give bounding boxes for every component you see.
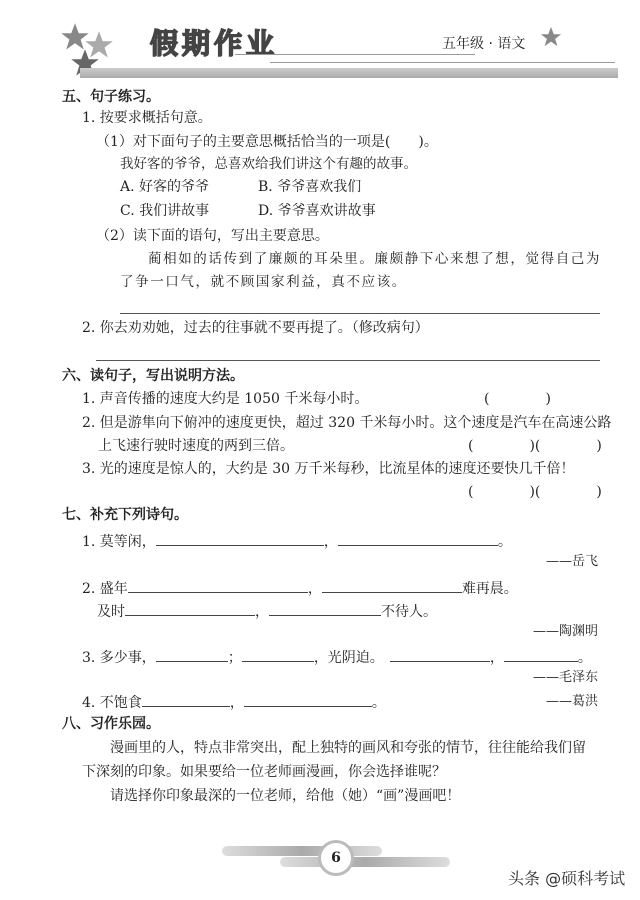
text: ； — [227, 650, 242, 666]
poem-line-2b — [97, 601, 437, 622]
page-title: 假期作业 — [150, 27, 279, 60]
section-8-title: 八、习作乐园。 — [62, 716, 160, 732]
question: （1）对下面句子的主要意思概括恰当的一项是( )。 — [96, 134, 438, 150]
poem-line-4 — [82, 692, 386, 713]
grade-subject: 五年级 · 语文 — [442, 36, 526, 52]
poem-author: ——岳飞 — [545, 554, 598, 569]
footer-decoration — [280, 857, 450, 867]
question: （2）读下面的语句，写出主要意思。 — [96, 228, 329, 244]
answer-line[interactable] — [120, 313, 600, 314]
answer-line[interactable] — [96, 360, 600, 361]
answer-paren[interactable]: ( ) — [484, 391, 551, 407]
text: 及时 — [97, 604, 125, 620]
answer-paren[interactable]: ( )( ) — [468, 484, 602, 500]
text: ， — [229, 695, 244, 711]
text: 4. 不饱食 — [82, 695, 142, 711]
section-5-title: 五、句子练习。 — [62, 89, 160, 105]
text: 3. 多少事， — [82, 650, 156, 666]
question: 2. 你去劝劝她，过去的往事就不要再提了。（修改病句） — [82, 320, 429, 336]
poem-line-3 — [82, 647, 592, 668]
text: 不待人。 — [381, 604, 437, 620]
option-c: C. 我们讲故事 — [120, 203, 210, 219]
prompt-text: 请选择你印象最深的一位老师，给他（她）“画”漫画吧！ — [110, 788, 461, 804]
text: ， — [307, 581, 322, 597]
blank[interactable] — [128, 578, 308, 593]
question: 1. 声音传播的速度大约是 1050 千米每小时。 — [82, 391, 369, 407]
text: 2. 盛年 — [82, 581, 128, 597]
blank[interactable] — [322, 578, 462, 593]
text: ， — [323, 534, 338, 550]
option-a: A. 好客的爷爷 — [120, 179, 210, 195]
poem-line-1 — [82, 531, 512, 552]
question: 3. 光的速度是惊人的，大约是 30 万千米每秒，比流星体的速度还要快几千倍！ — [82, 461, 575, 477]
blank[interactable] — [125, 601, 255, 616]
question: 2. 但是游隼向下俯冲的速度更快，超过 320 千米每小时。这个速度是汽车在高速公路 — [82, 415, 612, 431]
text: 难再晨。 — [461, 581, 518, 597]
page-number: 6 — [318, 840, 354, 876]
prompt-text: 漫画里的人，特点非常突出，配上独特的画风和夸张的情节，往往能给我们留 — [110, 740, 586, 756]
answer-paren[interactable]: ( )( ) — [468, 438, 602, 454]
divider — [235, 54, 475, 55]
blank[interactable] — [338, 531, 498, 546]
footer-decoration — [222, 846, 382, 856]
sentence: 我好客的爷爷，总喜欢给我们讲这个有趣的故事。 — [120, 156, 417, 172]
section-7-title: 七、补充下列诗句。 — [62, 507, 188, 523]
poem-author: ——葛洪 — [545, 694, 598, 709]
blank[interactable] — [269, 601, 381, 616]
blank[interactable] — [142, 692, 230, 707]
poem-author: ——陶渊明 — [532, 624, 598, 639]
question: 上飞速行驶时速度的两到三倍。 — [98, 438, 294, 454]
blank[interactable] — [504, 647, 578, 662]
poem-line-2 — [82, 578, 518, 599]
text: ，光阴迫。 — [313, 650, 384, 666]
blank[interactable] — [242, 647, 314, 662]
blank[interactable] — [156, 531, 324, 546]
watermark: 头条 @硕科考试 — [508, 869, 626, 888]
text: ， — [489, 650, 504, 666]
question: 1. 按要求概括句意。 — [82, 110, 212, 126]
passage: 了争一口气，就不顾国家利益，真不应该。 — [120, 274, 407, 290]
blank[interactable] — [244, 692, 372, 707]
option-b: B. 爷爷喜欢我们 — [258, 179, 362, 195]
text: 。 — [577, 650, 592, 666]
text: 。 — [497, 534, 512, 550]
blank[interactable] — [156, 647, 228, 662]
passage: 蔺相如的话传到了廉颇的耳朵里。廉颇静下心来想了想，觉得自己为 — [148, 251, 601, 267]
blank[interactable] — [390, 647, 490, 662]
header-bar — [80, 68, 618, 78]
prompt-text: 下深刻的印象。如果要给一位老师画漫画，你会选择谁呢？ — [82, 764, 446, 780]
text: 1. 莫等闲， — [82, 534, 156, 550]
option-d: D. 爷爷喜欢讲故事 — [258, 203, 376, 219]
poem-author: ——毛泽东 — [532, 670, 598, 685]
text: 。 — [371, 695, 386, 711]
star-icon — [540, 26, 562, 48]
text: ， — [255, 604, 269, 620]
section-6-title: 六、读句子，写出说明方法。 — [62, 368, 244, 384]
divider — [270, 62, 615, 63]
